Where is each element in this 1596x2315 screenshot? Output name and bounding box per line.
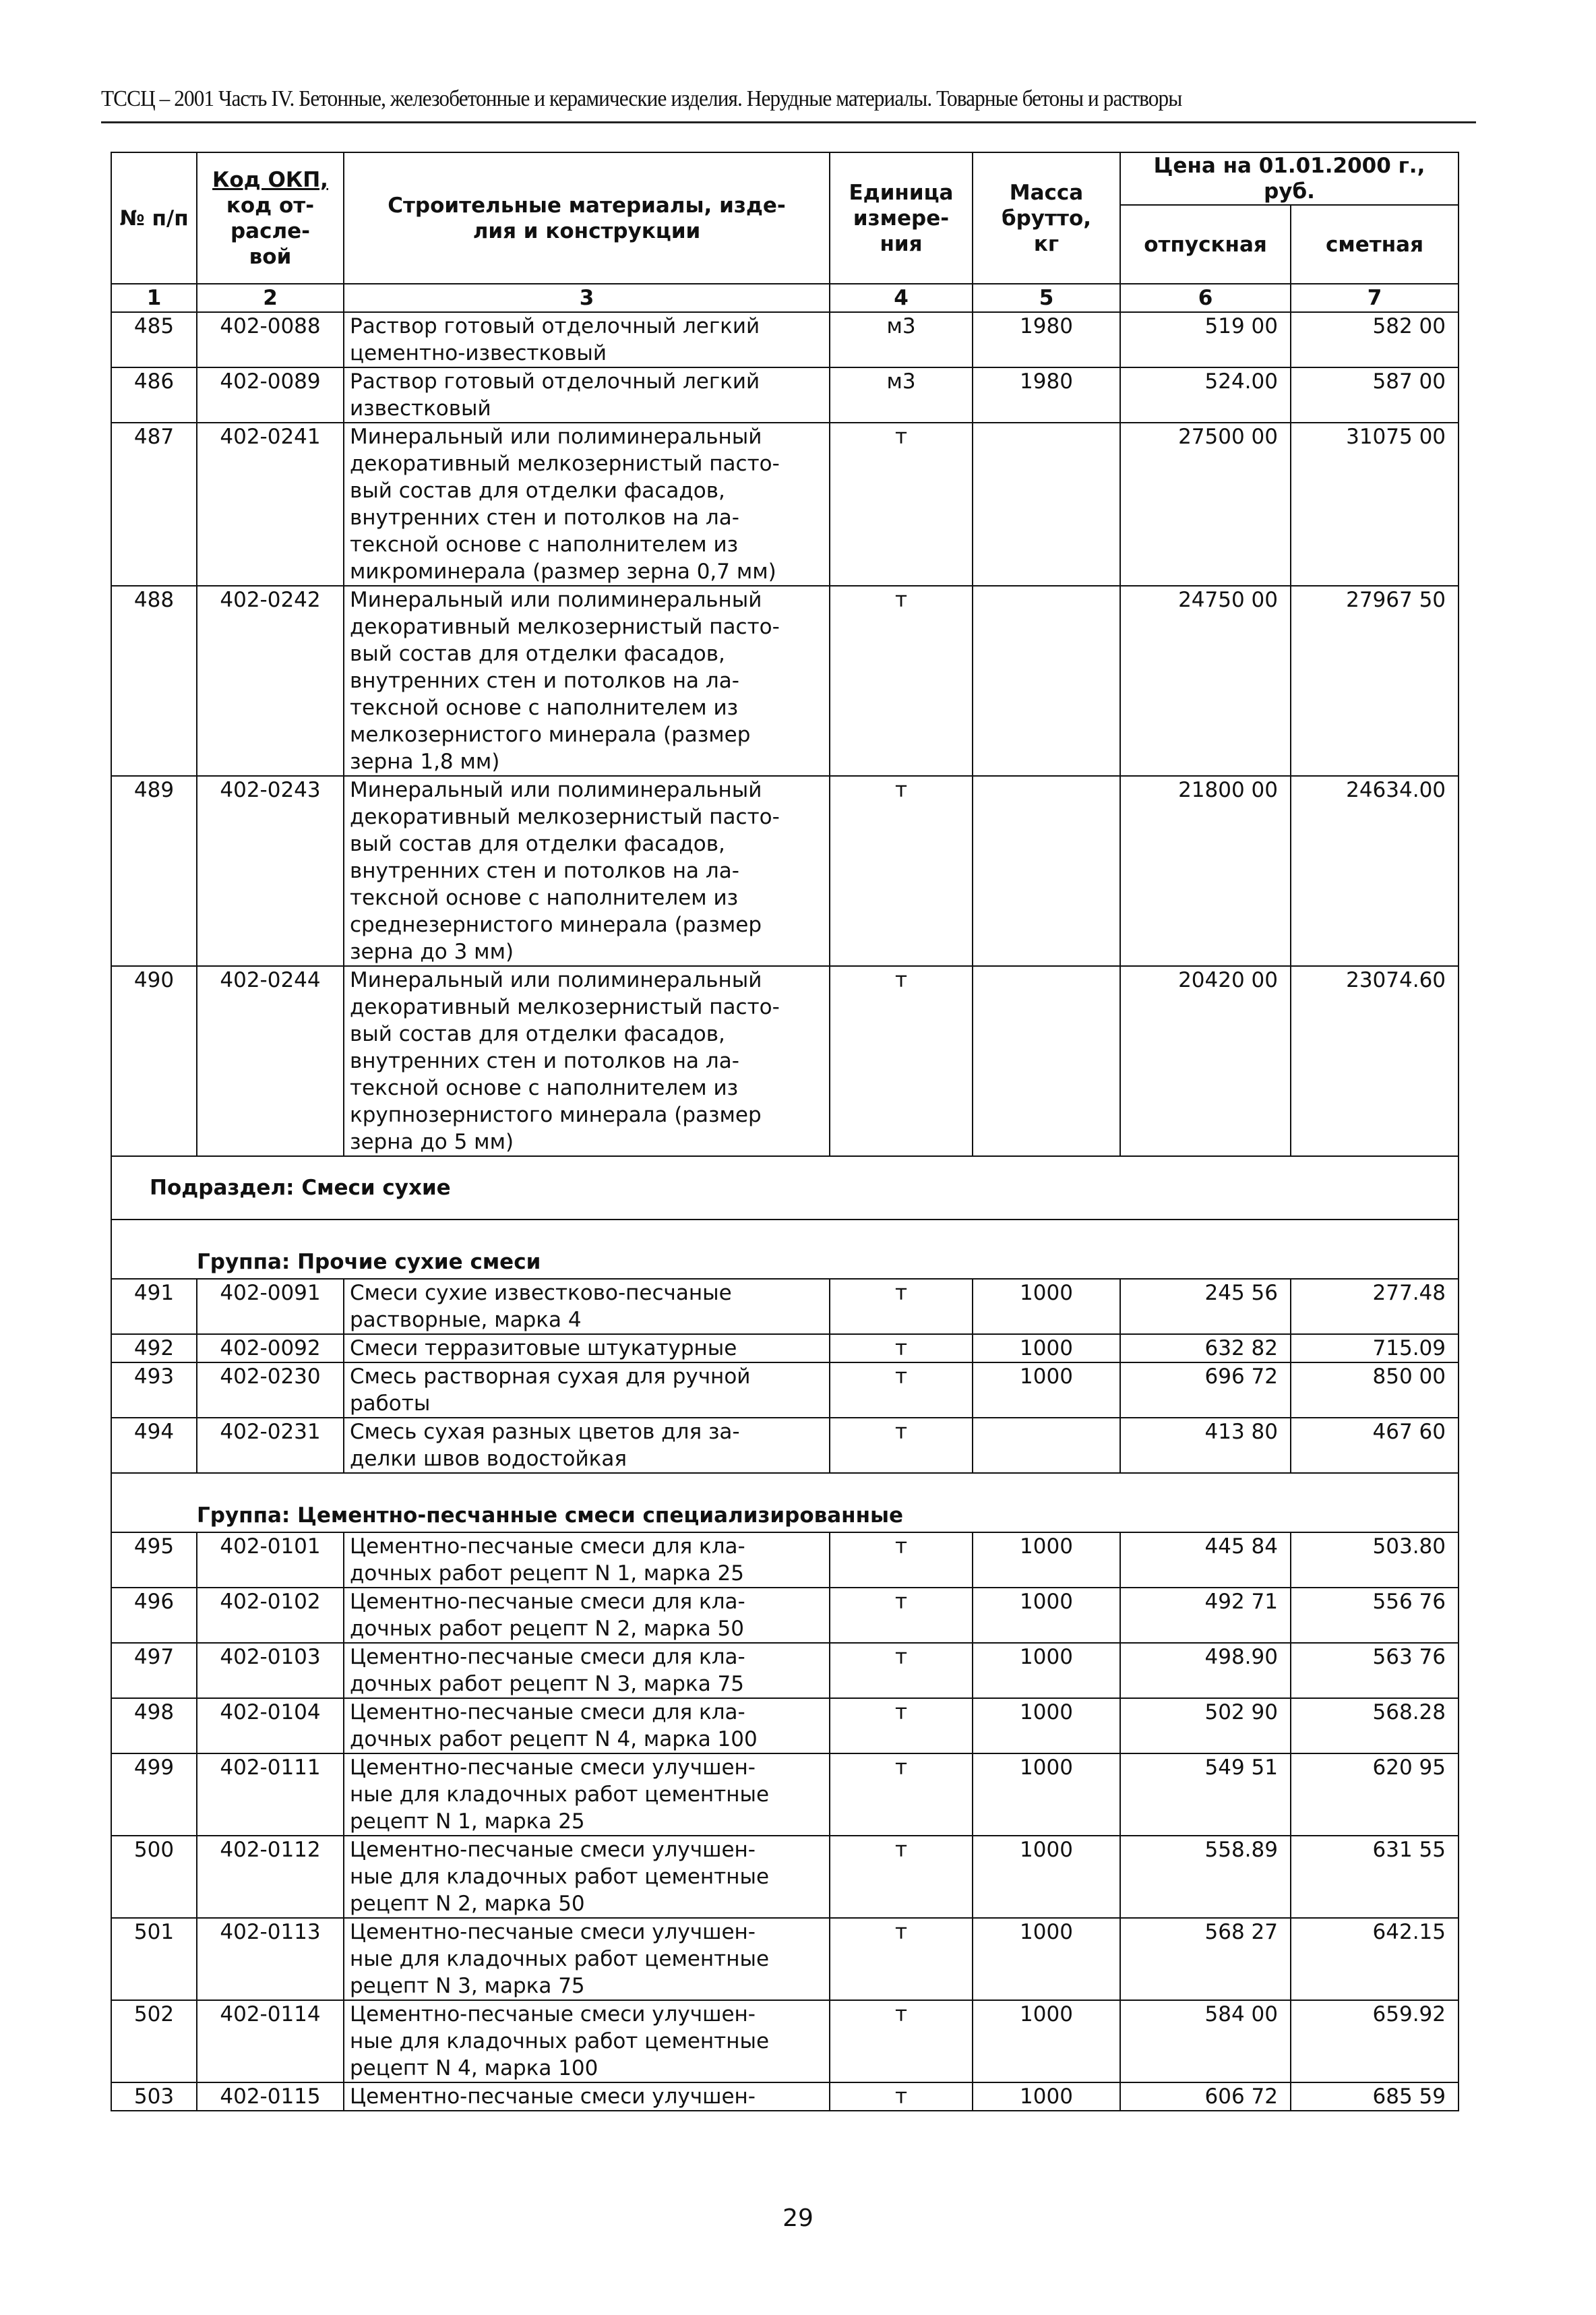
row-price-release: 498.90	[1120, 1643, 1291, 1698]
row-price-estimate: 631 55	[1291, 1836, 1459, 1918]
row-num: 500	[111, 1836, 197, 1918]
row-description: Смеси терразитовые штукатурные	[344, 1334, 830, 1362]
row-num: 495	[111, 1532, 197, 1588]
row-num: 503	[111, 2082, 197, 2111]
table-row	[111, 1532, 1459, 1588]
row-price-estimate: 620 95	[1291, 1753, 1459, 1836]
row-mass: 1980	[973, 312, 1120, 367]
row-price-estimate: 850 00	[1291, 1362, 1459, 1418]
row-price-estimate: 277.48	[1291, 1279, 1459, 1334]
header-num: № п/п	[111, 152, 197, 284]
row-description: Цементно-песчаные смеси для кла- дочных работ рецепт N 1, марка 25	[344, 1532, 830, 1588]
row-code: 402-0115	[197, 2082, 344, 2111]
row-price-estimate: 563 76	[1291, 1643, 1459, 1698]
header-unit: Единица измере- ния	[830, 152, 973, 284]
row-description: Цементно-песчаные смеси улучшен- ные для кладочных работ цементные рецепт N 2, марка 50	[344, 1836, 830, 1918]
header-rule	[101, 121, 1476, 123]
row-code: 402-0102	[197, 1588, 344, 1643]
row-unit: т	[830, 1836, 973, 1918]
group-row	[111, 1473, 1459, 1532]
table-row	[111, 1643, 1459, 1698]
row-mass: 1980	[973, 367, 1120, 423]
section-row	[111, 1156, 1459, 1220]
row-price-release: 632 82	[1120, 1334, 1291, 1362]
row-unit: м3	[830, 312, 973, 367]
row-mass	[973, 966, 1120, 1156]
row-num: 497	[111, 1643, 197, 1698]
row-description: Минеральный или полиминеральный декоративный мелкозернистый пасто- вый состав для отделки фасадов, внутренних стен и потолков на ла- тексной основе с наполнителем из микроминерала (размер зерна 0,7 мм)	[344, 423, 830, 586]
row-num: 491	[111, 1279, 197, 1334]
row-price-release: 20420 00	[1120, 966, 1291, 1156]
table-row	[111, 423, 1459, 586]
row-price-estimate: 568.28	[1291, 1698, 1459, 1753]
row-num: 502	[111, 2000, 197, 2082]
row-unit: т	[830, 1279, 973, 1334]
row-code: 402-0104	[197, 1698, 344, 1753]
row-unit: т	[830, 1362, 973, 1418]
row-price-estimate: 23074.60	[1291, 966, 1459, 1156]
row-unit: т	[830, 1698, 973, 1753]
table-row	[111, 1698, 1459, 1753]
price-table	[111, 152, 1459, 2111]
row-price-estimate: 715.09	[1291, 1334, 1459, 1362]
row-code: 402-0101	[197, 1532, 344, 1588]
column-number: 4	[830, 284, 973, 312]
running-head: ТССЦ – 2001 Часть IV. Бетонные, железобетонные и керамические изделия. Нерудные материалы. Товарные бетоны и растворы	[101, 86, 1182, 111]
row-unit: т	[830, 1588, 973, 1643]
row-price-release: 519 00	[1120, 312, 1291, 367]
column-number: 7	[1291, 284, 1459, 312]
row-price-release: 21800 00	[1120, 776, 1291, 966]
row-price-release: 24750 00	[1120, 586, 1291, 776]
row-code: 402-0243	[197, 776, 344, 966]
row-price-release: 558.89	[1120, 1836, 1291, 1918]
column-number-row	[111, 284, 1459, 312]
row-description: Минеральный или полиминеральный декоративный мелкозернистый пасто- вый состав для отделки фасадов, внутренних стен и потолков на ла- тексной основе с наполнителем из крупнозернистого минерала (размер зерна до 5 мм)	[344, 966, 830, 1156]
row-code: 402-0242	[197, 586, 344, 776]
header-name: Строительные материалы, изде- лия и конструкции	[344, 152, 830, 284]
row-unit: т	[830, 1532, 973, 1588]
row-mass: 1000	[973, 1334, 1120, 1362]
column-number: 2	[197, 284, 344, 312]
row-num: 487	[111, 423, 197, 586]
row-description: Раствор готовый отделочный легкий цементно-известковый	[344, 312, 830, 367]
row-code: 402-0088	[197, 312, 344, 367]
row-description: Раствор готовый отделочный легкий известковый	[344, 367, 830, 423]
row-code: 402-0089	[197, 367, 344, 423]
row-code: 402-0112	[197, 1836, 344, 1918]
table-row	[111, 1362, 1459, 1418]
row-num: 501	[111, 1918, 197, 2000]
row-price-estimate: 467 60	[1291, 1418, 1459, 1473]
row-price-estimate: 24634.00	[1291, 776, 1459, 966]
row-price-estimate: 556 76	[1291, 1588, 1459, 1643]
table-row	[111, 2082, 1459, 2111]
group-row	[111, 1220, 1459, 1279]
row-code: 402-0231	[197, 1418, 344, 1473]
row-description: Цементно-песчаные смеси для кла- дочных работ рецепт N 3, марка 75	[344, 1643, 830, 1698]
row-num: 498	[111, 1698, 197, 1753]
table-row	[111, 1279, 1459, 1334]
row-description: Цементно-песчаные смеси улучшен- ные для кладочных работ цементные рецепт N 1, марка 25	[344, 1753, 830, 1836]
row-unit: т	[830, 1334, 973, 1362]
row-unit: т	[830, 1643, 973, 1698]
row-price-release: 413 80	[1120, 1418, 1291, 1473]
row-description: Цементно-песчаные смеси улучшен-	[344, 2082, 830, 2111]
row-price-release: 568 27	[1120, 1918, 1291, 2000]
row-price-release: 502 90	[1120, 1698, 1291, 1753]
row-description: Цементно-песчаные смеси для кла- дочных работ рецепт N 2, марка 50	[344, 1588, 830, 1643]
row-unit: т	[830, 586, 973, 776]
row-mass	[973, 1418, 1120, 1473]
row-description: Цементно-песчаные смеси улучшен- ные для кладочных работ цементные рецепт N 4, марка 100	[344, 2000, 830, 2082]
table-row	[111, 367, 1459, 423]
row-num: 494	[111, 1418, 197, 1473]
row-price-estimate: 582 00	[1291, 312, 1459, 367]
header-mass: Масса брутто, кг	[973, 152, 1120, 284]
row-description: Минеральный или полиминеральный декоративный мелкозернистый пасто- вый состав для отделки фасадов, внутренних стен и потолков на ла- тексной основе с наполнителем из мелкозернистого минерала (размер зерна 1,8 мм)	[344, 586, 830, 776]
row-price-estimate: 503.80	[1291, 1532, 1459, 1588]
row-mass	[973, 586, 1120, 776]
row-num: 489	[111, 776, 197, 966]
row-price-release: 245 56	[1120, 1279, 1291, 1334]
row-num: 490	[111, 966, 197, 1156]
header-price: Цена на 01.01.2000 г., руб.	[1120, 152, 1459, 205]
table-row	[111, 966, 1459, 1156]
row-price-release: 445 84	[1120, 1532, 1291, 1588]
column-number: 3	[344, 284, 830, 312]
row-mass: 1000	[973, 1643, 1120, 1698]
row-mass: 1000	[973, 1698, 1120, 1753]
row-mass: 1000	[973, 1362, 1120, 1418]
row-description: Смеси сухие известково-песчаные растворные, марка 4	[344, 1279, 830, 1334]
row-code: 402-0241	[197, 423, 344, 586]
row-price-release: 524.00	[1120, 367, 1291, 423]
row-unit: т	[830, 1418, 973, 1473]
page-number: 29	[782, 2204, 814, 2232]
row-num: 486	[111, 367, 197, 423]
row-code: 402-0111	[197, 1753, 344, 1836]
table-row	[111, 1588, 1459, 1643]
row-mass	[973, 423, 1120, 586]
table-row	[111, 2000, 1459, 2082]
table-row	[111, 1334, 1459, 1362]
row-unit: т	[830, 2082, 973, 2111]
row-price-estimate: 587 00	[1291, 367, 1459, 423]
table-row	[111, 586, 1459, 776]
row-description: Смесь сухая разных цветов для за- делки швов водостойкая	[344, 1418, 830, 1473]
header-code-okp: Код ОКП,	[212, 167, 328, 192]
row-code: 402-0103	[197, 1643, 344, 1698]
row-mass: 1000	[973, 1588, 1120, 1643]
row-code: 402-0091	[197, 1279, 344, 1334]
row-mass: 1000	[973, 2082, 1120, 2111]
column-number: 6	[1120, 284, 1291, 312]
section-title: Подраздел: Смеси сухие	[111, 1156, 1459, 1220]
row-unit: т	[830, 966, 973, 1156]
row-price-estimate: 659.92	[1291, 2000, 1459, 2082]
table-row	[111, 1418, 1459, 1473]
row-unit: м3	[830, 367, 973, 423]
row-price-release: 606 72	[1120, 2082, 1291, 2111]
row-price-estimate: 642.15	[1291, 1918, 1459, 2000]
row-price-estimate: 31075 00	[1291, 423, 1459, 586]
row-code: 402-0114	[197, 2000, 344, 2082]
row-unit: т	[830, 423, 973, 586]
row-description: Цементно-песчаные смеси для кла- дочных работ рецепт N 4, марка 100	[344, 1698, 830, 1753]
row-mass: 1000	[973, 1753, 1120, 1836]
row-mass: 1000	[973, 1532, 1120, 1588]
row-unit: т	[830, 1918, 973, 2000]
row-num: 492	[111, 1334, 197, 1362]
header-price-estimate: сметная	[1291, 205, 1459, 284]
row-code: 402-0244	[197, 966, 344, 1156]
column-number: 5	[973, 284, 1120, 312]
header-code-rest: код от- расле- вой	[226, 193, 315, 269]
header-price-release: отпускная	[1120, 205, 1291, 284]
row-num: 496	[111, 1588, 197, 1643]
row-price-release: 696 72	[1120, 1362, 1291, 1418]
row-description: Смесь растворная сухая для ручной работы	[344, 1362, 830, 1418]
table-body	[111, 312, 1459, 2111]
row-num: 488	[111, 586, 197, 776]
row-num: 493	[111, 1362, 197, 1418]
row-mass	[973, 776, 1120, 966]
row-price-release: 492 71	[1120, 1588, 1291, 1643]
row-price-release: 549 51	[1120, 1753, 1291, 1836]
row-code: 402-0113	[197, 1918, 344, 2000]
table-row	[111, 776, 1459, 966]
row-mass: 1000	[973, 1279, 1120, 1334]
row-code: 402-0092	[197, 1334, 344, 1362]
row-mass: 1000	[973, 2000, 1120, 2082]
column-number: 1	[111, 284, 197, 312]
row-price-estimate: 27967 50	[1291, 586, 1459, 776]
row-price-release: 584 00	[1120, 2000, 1291, 2082]
header-code	[197, 152, 344, 284]
group-title: Группа: Прочие сухие смеси	[111, 1220, 1459, 1279]
row-description: Цементно-песчаные смеси улучшен- ные для кладочных работ цементные рецепт N 3, марка 75	[344, 1918, 830, 2000]
row-price-estimate: 685 59	[1291, 2082, 1459, 2111]
row-code: 402-0230	[197, 1362, 344, 1418]
table-row	[111, 1918, 1459, 2000]
table-row	[111, 1753, 1459, 1836]
row-num: 485	[111, 312, 197, 367]
table-row	[111, 1836, 1459, 1918]
row-mass: 1000	[973, 1836, 1120, 1918]
row-unit: т	[830, 2000, 973, 2082]
group-title: Группа: Цементно-песчанные смеси специализированные	[111, 1473, 1459, 1532]
row-price-release: 27500 00	[1120, 423, 1291, 586]
row-description: Минеральный или полиминеральный декоративный мелкозернистый пасто- вый состав для отделки фасадов, внутренних стен и потолков на ла- тексной основе с наполнителем из среднезернистого минерала (размер зерна до 3 мм)	[344, 776, 830, 966]
table-row	[111, 312, 1459, 367]
row-num: 499	[111, 1753, 197, 1836]
row-mass: 1000	[973, 1918, 1120, 2000]
row-unit: т	[830, 1753, 973, 1836]
row-unit: т	[830, 776, 973, 966]
